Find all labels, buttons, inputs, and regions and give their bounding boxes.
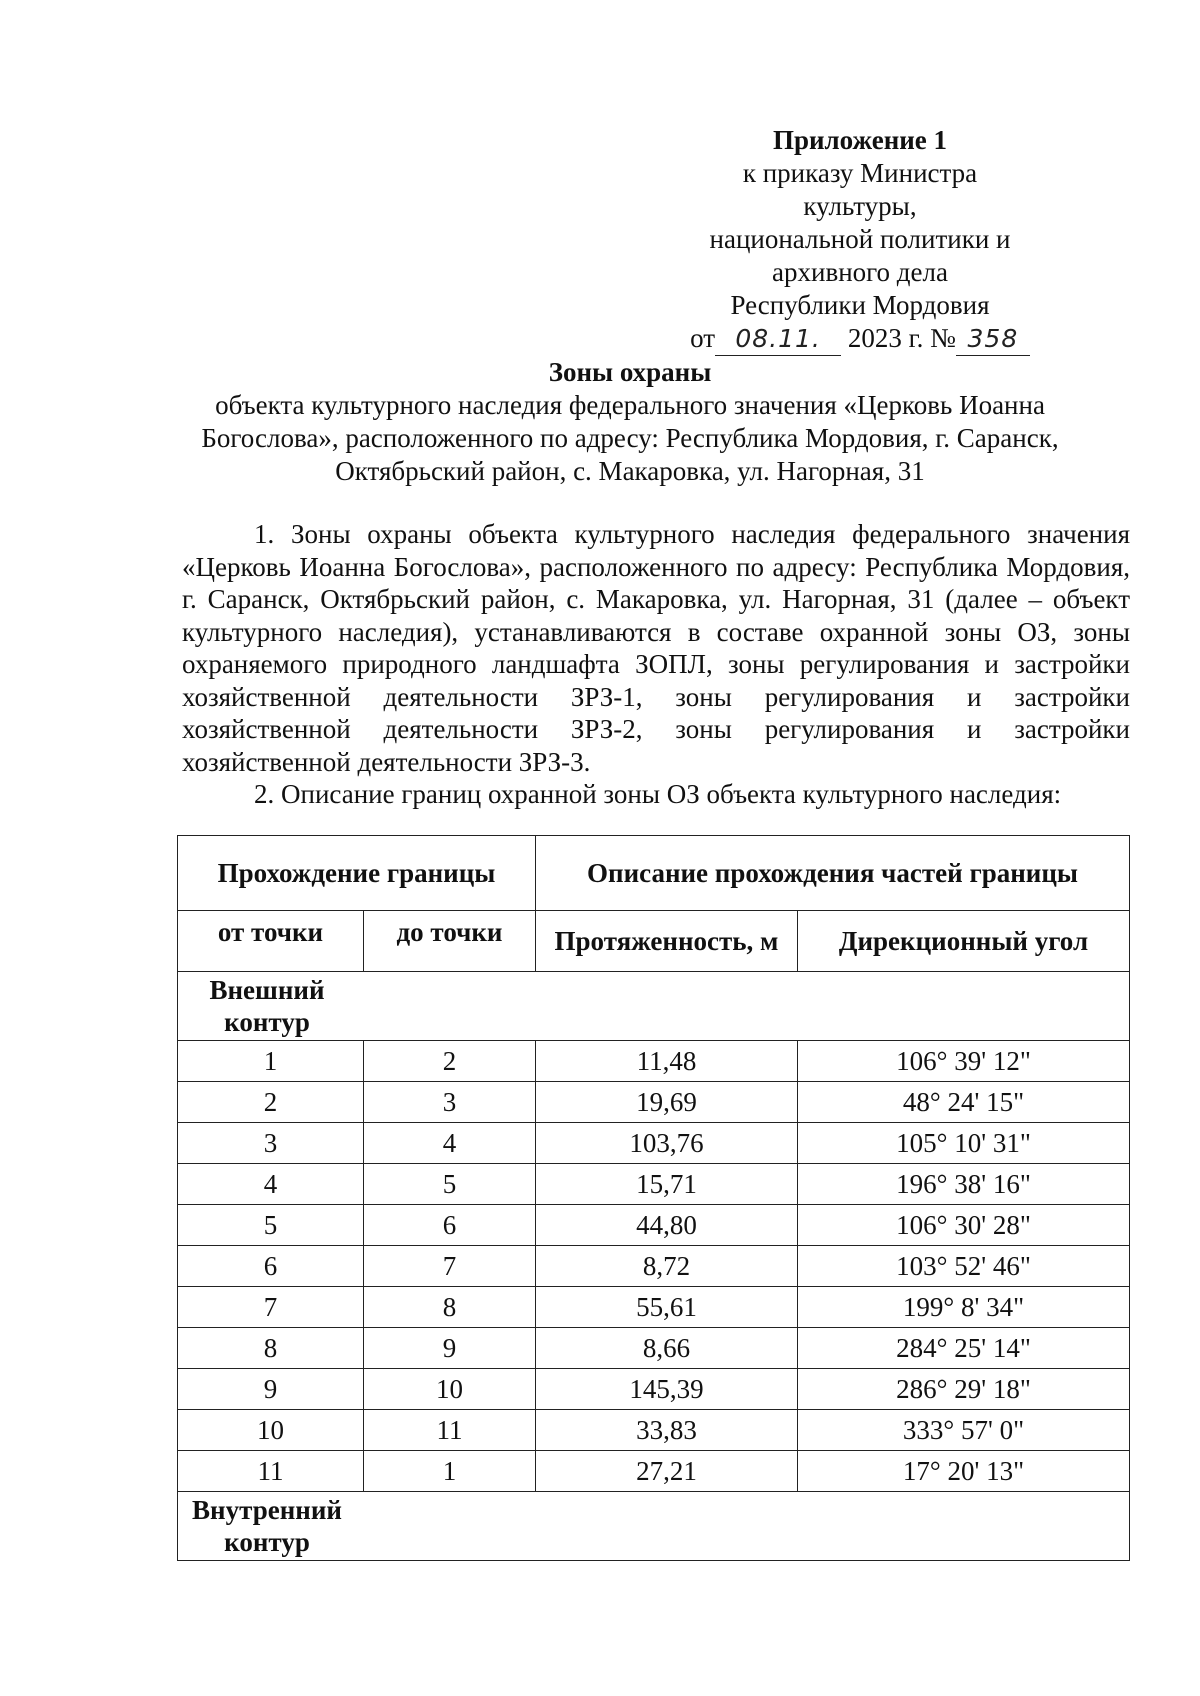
section-inner-cell	[178, 1492, 536, 1561]
body-text	[182, 518, 1130, 811]
cell-to: 4	[364, 1123, 536, 1164]
table-row	[178, 1287, 1130, 1328]
appendix-line: национальной политики и	[709, 224, 1011, 254]
cell-to: 8	[364, 1287, 536, 1328]
table-row	[178, 1082, 1130, 1123]
cell-length: 145,39	[536, 1369, 798, 1410]
appendix-line: к приказу Министра культуры,	[742, 158, 978, 221]
cell-length: 8,66	[536, 1328, 798, 1369]
cell-length: 11,48	[536, 1041, 798, 1082]
cell-angle: 199° 8' 34"	[798, 1287, 1130, 1328]
table-row	[178, 1369, 1130, 1410]
date-prefix: от	[690, 323, 716, 353]
cell-angle: 17° 20' 13"	[798, 1451, 1130, 1492]
section-inner-empty	[536, 1492, 1130, 1561]
handwritten-date: 08.11.	[715, 322, 841, 356]
table-row	[178, 1041, 1130, 1082]
appendix-header	[690, 124, 1030, 356]
table-row	[178, 1328, 1130, 1369]
cell-to: 7	[364, 1246, 536, 1287]
cell-to: 2	[364, 1041, 536, 1082]
year-number-label: 2023 г. №	[847, 323, 956, 353]
cell-angle: 105° 10' 31"	[798, 1123, 1130, 1164]
appendix-title: Приложение 1	[772, 125, 948, 155]
cell-from: 4	[178, 1164, 364, 1205]
table-header-row-2	[178, 911, 1130, 972]
cell-to: 11	[364, 1410, 536, 1451]
appendix-line: архивного дела	[772, 257, 948, 287]
cell-length: 44,80	[536, 1205, 798, 1246]
cell-angle: 48° 24' 15"	[798, 1082, 1130, 1123]
cell-length: 27,21	[536, 1451, 798, 1492]
paragraph-1: 1. Зоны охраны объекта культурного наследия федерального значения «Церковь Иоанна Богослова», расположенного по адресу: Республика Мордовия, г. Саранск, Октябрьский район, с. Макаровка, ул. Нагорная, 31 (далее – объект культурного наследия), устанавливаются в составе охранной зоны ОЗ, зоны охраняемого природного ландшафта ЗОПЛ, зоны регулирования и застройки хозяйственной деятельности ЗРЗ-1, зоны регулирования и застройки хозяйственной деятельности ЗРЗ-2, зоны регулирования и застройки хозяйственной деятельности ЗРЗ-3.	[182, 519, 1130, 777]
cell-length: 103,76	[536, 1123, 798, 1164]
cell-length: 19,69	[536, 1082, 798, 1123]
cell-to: 10	[364, 1369, 536, 1410]
header-boundary-passage: Прохождение границы	[178, 836, 536, 911]
cell-angle: 284° 25' 14"	[798, 1328, 1130, 1369]
header-angle: Дирекционный угол	[798, 911, 1130, 972]
header-length: Протяженность, м	[536, 911, 798, 972]
paragraph-2: 2. Описание границ охранной зоны ОЗ объекта культурного наследия:	[254, 779, 1062, 809]
title-main: Зоны охраны	[548, 357, 712, 387]
title-subtitle: объекта культурного наследия федерального значения «Церковь Иоанна Богослова», расположенного по адресу: Республика Мордовия, г. Саранск, Октябрьский район, с. Макаровка, ул. Нагорная, 31	[201, 390, 1059, 486]
table-body	[178, 1041, 1130, 1492]
cell-from: 11	[178, 1451, 364, 1492]
boundary-table	[177, 835, 1130, 1561]
section-outer-row	[178, 972, 1130, 1041]
header-from-point: от точки	[178, 911, 364, 972]
cell-angle: 333° 57' 0"	[798, 1410, 1130, 1451]
cell-angle: 196° 38' 16"	[798, 1164, 1130, 1205]
cell-to: 5	[364, 1164, 536, 1205]
cell-to: 1	[364, 1451, 536, 1492]
cell-from: 6	[178, 1246, 364, 1287]
cell-angle: 103° 52' 46"	[798, 1246, 1130, 1287]
cell-from: 2	[178, 1082, 364, 1123]
cell-angle: 286° 29' 18"	[798, 1369, 1130, 1410]
section-inner-label: Внутренний контур	[192, 1495, 342, 1557]
header-boundary-description: Описание прохождения частей границы	[536, 836, 1130, 911]
handwritten-number: 358	[956, 322, 1030, 356]
table-row	[178, 1205, 1130, 1246]
cell-length: 15,71	[536, 1164, 798, 1205]
cell-length: 8,72	[536, 1246, 798, 1287]
table-row	[178, 1451, 1130, 1492]
cell-from: 9	[178, 1369, 364, 1410]
document-title	[190, 356, 1070, 488]
section-outer-empty	[536, 972, 1130, 1041]
cell-to: 9	[364, 1328, 536, 1369]
table-header-row-1	[178, 836, 1130, 911]
section-outer-cell	[178, 972, 536, 1041]
table-row	[178, 1164, 1130, 1205]
cell-to: 6	[364, 1205, 536, 1246]
table-row	[178, 1246, 1130, 1287]
cell-angle: 106° 30' 28"	[798, 1205, 1130, 1246]
cell-to: 3	[364, 1082, 536, 1123]
cell-length: 55,61	[536, 1287, 798, 1328]
cell-from: 1	[178, 1041, 364, 1082]
cell-from: 5	[178, 1205, 364, 1246]
cell-length: 33,83	[536, 1410, 798, 1451]
order-date-line	[690, 322, 1030, 356]
section-inner-row	[178, 1492, 1130, 1561]
table-row	[178, 1410, 1130, 1451]
table-row	[178, 1123, 1130, 1164]
cell-from: 7	[178, 1287, 364, 1328]
cell-from: 3	[178, 1123, 364, 1164]
header-to-point: до точки	[364, 911, 536, 972]
cell-angle: 106° 39' 12"	[798, 1041, 1130, 1082]
section-outer-label: Внешний контур	[209, 975, 325, 1037]
cell-from: 8	[178, 1328, 364, 1369]
cell-from: 10	[178, 1410, 364, 1451]
appendix-line: Республики Мордовия	[730, 290, 990, 320]
